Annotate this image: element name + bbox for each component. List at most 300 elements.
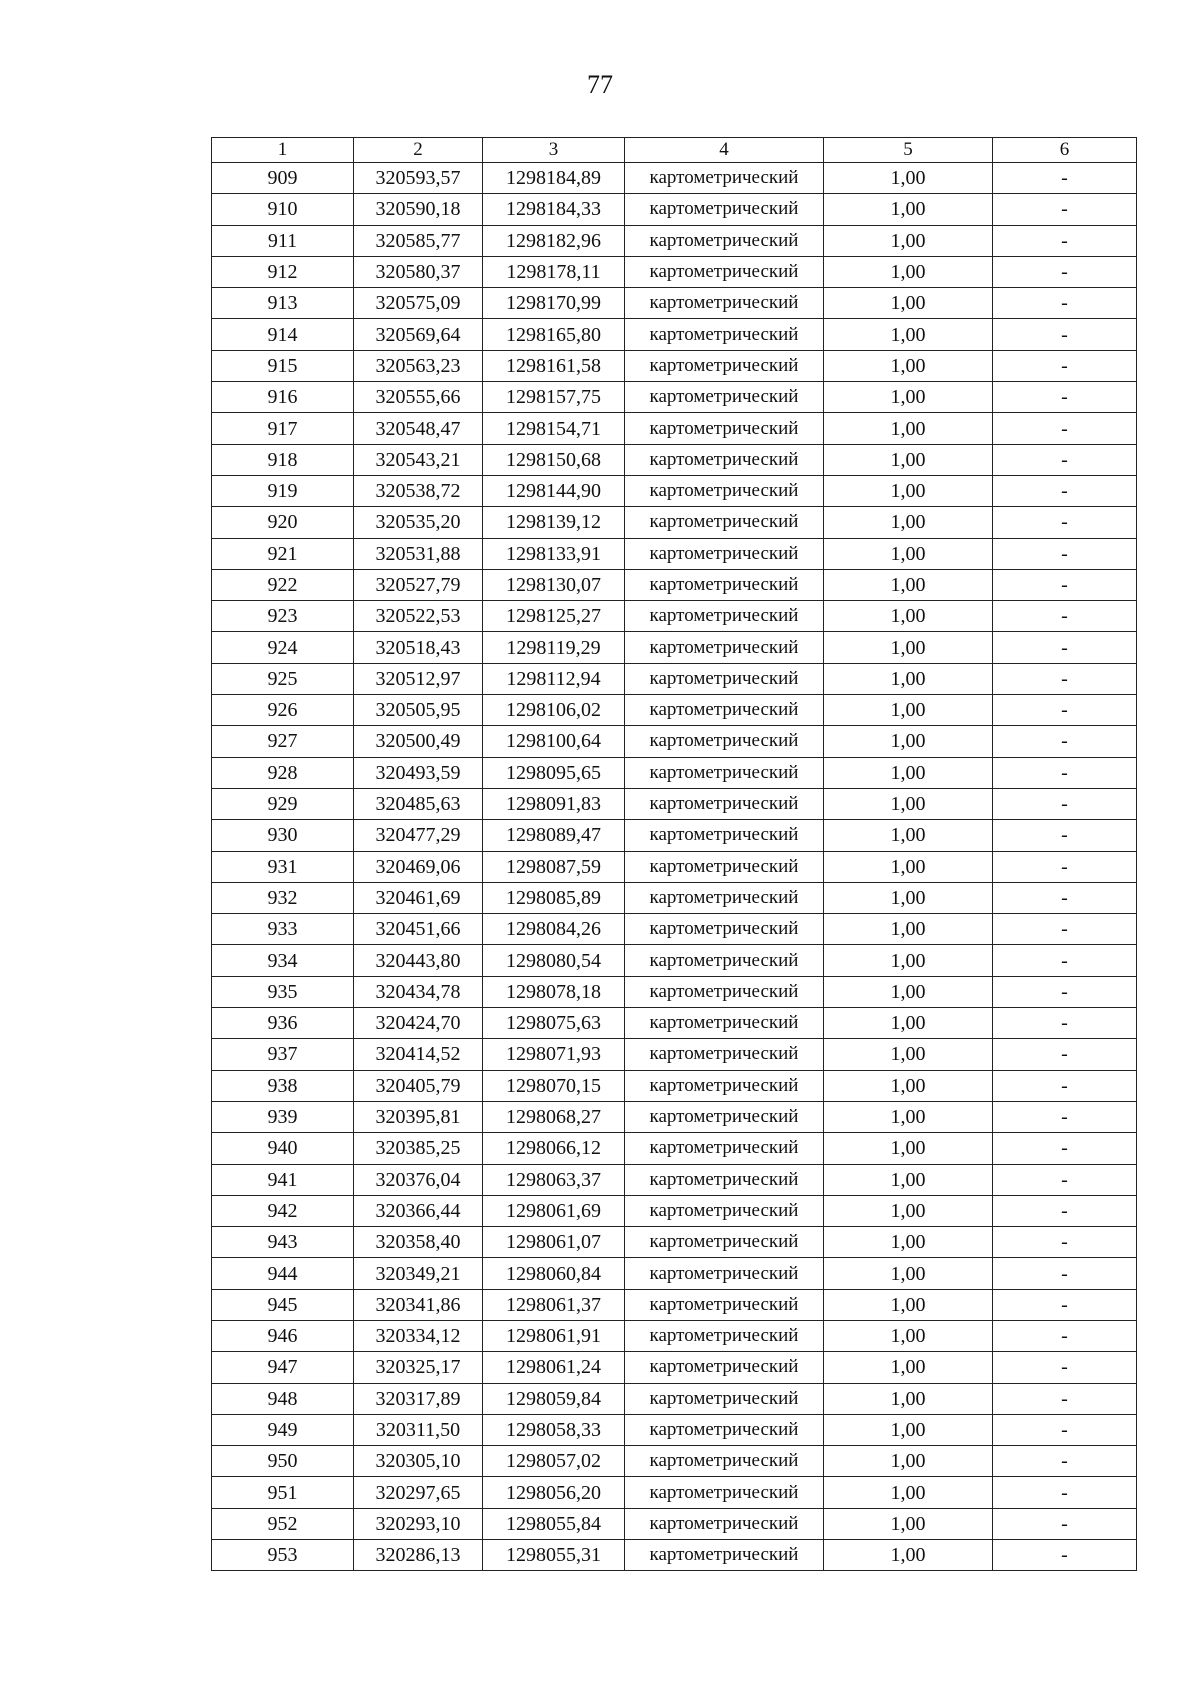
y-coordinate-cell: 1298089,47 — [483, 820, 625, 851]
table-row — [212, 914, 1137, 945]
x-coordinate-cell: 320493,59 — [354, 757, 483, 788]
note-cell: - — [993, 569, 1137, 600]
method-cell: картометрический — [625, 601, 824, 632]
note-cell: - — [993, 820, 1137, 851]
method-cell: картометрический — [625, 820, 824, 851]
note-cell: - — [993, 507, 1137, 538]
accuracy-cell: 1,00 — [824, 695, 993, 726]
table-row — [212, 1352, 1137, 1383]
method-cell: картометрический — [625, 788, 824, 819]
x-coordinate-cell: 320424,70 — [354, 1008, 483, 1039]
point-number-cell: 944 — [212, 1258, 354, 1289]
accuracy-cell: 1,00 — [824, 1164, 993, 1195]
point-number-cell: 914 — [212, 319, 354, 350]
header-row — [212, 138, 1137, 163]
coordinates-table — [211, 137, 1137, 1571]
y-coordinate-cell: 1298061,07 — [483, 1227, 625, 1258]
y-coordinate-cell: 1298057,02 — [483, 1446, 625, 1477]
y-coordinate-cell: 1298161,58 — [483, 350, 625, 381]
note-cell: - — [993, 382, 1137, 413]
table-row — [212, 225, 1137, 256]
x-coordinate-cell: 320358,40 — [354, 1227, 483, 1258]
note-cell: - — [993, 945, 1137, 976]
method-cell: картометрический — [625, 1383, 824, 1414]
y-coordinate-cell: 1298063,37 — [483, 1164, 625, 1195]
accuracy-cell: 1,00 — [824, 163, 993, 194]
y-coordinate-cell: 1298100,64 — [483, 726, 625, 757]
y-coordinate-cell: 1298056,20 — [483, 1477, 625, 1508]
method-cell: картометрический — [625, 225, 824, 256]
point-number-cell: 912 — [212, 256, 354, 287]
header-col-3: 3 — [483, 138, 625, 163]
point-number-cell: 947 — [212, 1352, 354, 1383]
accuracy-cell: 1,00 — [824, 1258, 993, 1289]
note-cell: - — [993, 1070, 1137, 1101]
y-coordinate-cell: 1298059,84 — [483, 1383, 625, 1414]
y-coordinate-cell: 1298170,99 — [483, 288, 625, 319]
method-cell: картометрический — [625, 851, 824, 882]
header-col-5: 5 — [824, 138, 993, 163]
table-row — [212, 382, 1137, 413]
table-row — [212, 1414, 1137, 1445]
accuracy-cell: 1,00 — [824, 444, 993, 475]
y-coordinate-cell: 1298130,07 — [483, 569, 625, 600]
accuracy-cell: 1,00 — [824, 1227, 993, 1258]
method-cell: картометрический — [625, 1540, 824, 1571]
x-coordinate-cell: 320555,66 — [354, 382, 483, 413]
accuracy-cell: 1,00 — [824, 1446, 993, 1477]
note-cell: - — [993, 726, 1137, 757]
note-cell: - — [993, 288, 1137, 319]
method-cell: картометрический — [625, 882, 824, 913]
note-cell: - — [993, 632, 1137, 663]
table-row — [212, 256, 1137, 287]
point-number-cell: 921 — [212, 538, 354, 569]
method-cell: картометрический — [625, 1414, 824, 1445]
note-cell: - — [993, 1101, 1137, 1132]
method-cell: картометрический — [625, 1195, 824, 1226]
note-cell: - — [993, 695, 1137, 726]
y-coordinate-cell: 1298075,63 — [483, 1008, 625, 1039]
table-row — [212, 1540, 1137, 1571]
table-body — [212, 163, 1137, 1571]
note-cell: - — [993, 1352, 1137, 1383]
method-cell: картометрический — [625, 695, 824, 726]
point-number-cell: 940 — [212, 1133, 354, 1164]
method-cell: картометрический — [625, 1070, 824, 1101]
accuracy-cell: 1,00 — [824, 820, 993, 851]
point-number-cell: 938 — [212, 1070, 354, 1101]
table-row — [212, 1383, 1137, 1414]
method-cell: картометрический — [625, 1039, 824, 1070]
x-coordinate-cell: 320461,69 — [354, 882, 483, 913]
note-cell: - — [993, 194, 1137, 225]
page-number: 77 — [587, 70, 613, 99]
x-coordinate-cell: 320548,47 — [354, 413, 483, 444]
table-row — [212, 1446, 1137, 1477]
accuracy-cell: 1,00 — [824, 413, 993, 444]
y-coordinate-cell: 1298106,02 — [483, 695, 625, 726]
accuracy-cell: 1,00 — [824, 726, 993, 757]
x-coordinate-cell: 320317,89 — [354, 1383, 483, 1414]
table-row — [212, 882, 1137, 913]
point-number-cell: 941 — [212, 1164, 354, 1195]
accuracy-cell: 1,00 — [824, 1101, 993, 1132]
table-row — [212, 1008, 1137, 1039]
method-cell: картометрический — [625, 914, 824, 945]
x-coordinate-cell: 320293,10 — [354, 1508, 483, 1539]
point-number-cell: 911 — [212, 225, 354, 256]
table-row — [212, 1508, 1137, 1539]
method-cell: картометрический — [625, 1352, 824, 1383]
x-coordinate-cell: 320563,23 — [354, 350, 483, 381]
point-number-cell: 937 — [212, 1039, 354, 1070]
accuracy-cell: 1,00 — [824, 1477, 993, 1508]
table-row — [212, 163, 1137, 194]
method-cell: картометрический — [625, 1446, 824, 1477]
point-number-cell: 915 — [212, 350, 354, 381]
point-number-cell: 913 — [212, 288, 354, 319]
x-coordinate-cell: 320366,44 — [354, 1195, 483, 1226]
method-cell: картометрический — [625, 1227, 824, 1258]
x-coordinate-cell: 320341,86 — [354, 1289, 483, 1320]
x-coordinate-cell: 320585,77 — [354, 225, 483, 256]
header-col-2: 2 — [354, 138, 483, 163]
point-number-cell: 952 — [212, 1508, 354, 1539]
y-coordinate-cell: 1298178,11 — [483, 256, 625, 287]
x-coordinate-cell: 320531,88 — [354, 538, 483, 569]
accuracy-cell: 1,00 — [824, 256, 993, 287]
table-row — [212, 319, 1137, 350]
method-cell: картометрический — [625, 1164, 824, 1195]
table-row — [212, 726, 1137, 757]
x-coordinate-cell: 320311,50 — [354, 1414, 483, 1445]
method-cell: картометрический — [625, 507, 824, 538]
point-number-cell: 949 — [212, 1414, 354, 1445]
x-coordinate-cell: 320575,09 — [354, 288, 483, 319]
table-row — [212, 601, 1137, 632]
table-row — [212, 976, 1137, 1007]
point-number-cell: 931 — [212, 851, 354, 882]
method-cell: картометрический — [625, 319, 824, 350]
table-row — [212, 1289, 1137, 1320]
note-cell: - — [993, 225, 1137, 256]
note-cell: - — [993, 663, 1137, 694]
y-coordinate-cell: 1298144,90 — [483, 475, 625, 506]
point-number-cell: 946 — [212, 1320, 354, 1351]
method-cell: картометрический — [625, 663, 824, 694]
point-number-cell: 916 — [212, 382, 354, 413]
method-cell: картометрический — [625, 1258, 824, 1289]
note-cell: - — [993, 256, 1137, 287]
note-cell: - — [993, 350, 1137, 381]
x-coordinate-cell: 320414,52 — [354, 1039, 483, 1070]
y-coordinate-cell: 1298071,93 — [483, 1039, 625, 1070]
x-coordinate-cell: 320451,66 — [354, 914, 483, 945]
method-cell: картометрический — [625, 256, 824, 287]
y-coordinate-cell: 1298182,96 — [483, 225, 625, 256]
accuracy-cell: 1,00 — [824, 1540, 993, 1571]
y-coordinate-cell: 1298133,91 — [483, 538, 625, 569]
y-coordinate-cell: 1298055,31 — [483, 1540, 625, 1571]
y-coordinate-cell: 1298119,29 — [483, 632, 625, 663]
y-coordinate-cell: 1298066,12 — [483, 1133, 625, 1164]
note-cell: - — [993, 1540, 1137, 1571]
accuracy-cell: 1,00 — [824, 945, 993, 976]
note-cell: - — [993, 1039, 1137, 1070]
x-coordinate-cell: 320405,79 — [354, 1070, 483, 1101]
accuracy-cell: 1,00 — [824, 882, 993, 913]
table-row — [212, 194, 1137, 225]
method-cell: картометрический — [625, 288, 824, 319]
point-number-cell: 948 — [212, 1383, 354, 1414]
note-cell: - — [993, 1227, 1137, 1258]
note-cell: - — [993, 319, 1137, 350]
y-coordinate-cell: 1298150,68 — [483, 444, 625, 475]
accuracy-cell: 1,00 — [824, 507, 993, 538]
accuracy-cell: 1,00 — [824, 851, 993, 882]
table-row — [212, 538, 1137, 569]
y-coordinate-cell: 1298139,12 — [483, 507, 625, 538]
table-row — [212, 350, 1137, 381]
point-number-cell: 942 — [212, 1195, 354, 1226]
method-cell: картометрический — [625, 194, 824, 225]
method-cell: картометрический — [625, 632, 824, 663]
accuracy-cell: 1,00 — [824, 976, 993, 1007]
y-coordinate-cell: 1298061,24 — [483, 1352, 625, 1383]
x-coordinate-cell: 320538,72 — [354, 475, 483, 506]
note-cell: - — [993, 1508, 1137, 1539]
point-number-cell: 945 — [212, 1289, 354, 1320]
table-row — [212, 1039, 1137, 1070]
y-coordinate-cell: 1298157,75 — [483, 382, 625, 413]
point-number-cell: 932 — [212, 882, 354, 913]
note-cell: - — [993, 788, 1137, 819]
point-number-cell: 953 — [212, 1540, 354, 1571]
accuracy-cell: 1,00 — [824, 382, 993, 413]
note-cell: - — [993, 1414, 1137, 1445]
x-coordinate-cell: 320535,20 — [354, 507, 483, 538]
note-cell: - — [993, 882, 1137, 913]
table-row — [212, 413, 1137, 444]
note-cell: - — [993, 914, 1137, 945]
point-number-cell: 936 — [212, 1008, 354, 1039]
note-cell: - — [993, 1164, 1137, 1195]
accuracy-cell: 1,00 — [824, 1383, 993, 1414]
method-cell: картометрический — [625, 1133, 824, 1164]
note-cell: - — [993, 163, 1137, 194]
method-cell: картометрический — [625, 1289, 824, 1320]
method-cell: картометрический — [625, 569, 824, 600]
method-cell: картометрический — [625, 726, 824, 757]
table-row — [212, 1258, 1137, 1289]
point-number-cell: 925 — [212, 663, 354, 694]
table-row — [212, 632, 1137, 663]
note-cell: - — [993, 1195, 1137, 1226]
method-cell: картометрический — [625, 350, 824, 381]
point-number-cell: 928 — [212, 757, 354, 788]
x-coordinate-cell: 320590,18 — [354, 194, 483, 225]
accuracy-cell: 1,00 — [824, 1508, 993, 1539]
y-coordinate-cell: 1298085,89 — [483, 882, 625, 913]
y-coordinate-cell: 1298154,71 — [483, 413, 625, 444]
table-row — [212, 288, 1137, 319]
accuracy-cell: 1,00 — [824, 350, 993, 381]
table-row — [212, 851, 1137, 882]
point-number-cell: 930 — [212, 820, 354, 851]
y-coordinate-cell: 1298060,84 — [483, 1258, 625, 1289]
x-coordinate-cell: 320334,12 — [354, 1320, 483, 1351]
y-coordinate-cell: 1298078,18 — [483, 976, 625, 1007]
table-row — [212, 945, 1137, 976]
accuracy-cell: 1,00 — [824, 663, 993, 694]
y-coordinate-cell: 1298061,37 — [483, 1289, 625, 1320]
point-number-cell: 917 — [212, 413, 354, 444]
x-coordinate-cell: 320385,25 — [354, 1133, 483, 1164]
y-coordinate-cell: 1298061,69 — [483, 1195, 625, 1226]
x-coordinate-cell: 320512,97 — [354, 663, 483, 694]
accuracy-cell: 1,00 — [824, 1039, 993, 1070]
point-number-cell: 934 — [212, 945, 354, 976]
x-coordinate-cell: 320580,37 — [354, 256, 483, 287]
point-number-cell: 922 — [212, 569, 354, 600]
table-row — [212, 1195, 1137, 1226]
point-number-cell: 918 — [212, 444, 354, 475]
table-row — [212, 1320, 1137, 1351]
x-coordinate-cell: 320505,95 — [354, 695, 483, 726]
table-header — [212, 138, 1137, 163]
method-cell: картометрический — [625, 1320, 824, 1351]
method-cell: картометрический — [625, 413, 824, 444]
method-cell: картометрический — [625, 945, 824, 976]
header-col-6: 6 — [993, 138, 1137, 163]
table-row — [212, 1070, 1137, 1101]
accuracy-cell: 1,00 — [824, 914, 993, 945]
note-cell: - — [993, 1320, 1137, 1351]
y-coordinate-cell: 1298165,80 — [483, 319, 625, 350]
accuracy-cell: 1,00 — [824, 1133, 993, 1164]
accuracy-cell: 1,00 — [824, 788, 993, 819]
x-coordinate-cell: 320297,65 — [354, 1477, 483, 1508]
y-coordinate-cell: 1298112,94 — [483, 663, 625, 694]
note-cell: - — [993, 757, 1137, 788]
y-coordinate-cell: 1298125,27 — [483, 601, 625, 632]
note-cell: - — [993, 1446, 1137, 1477]
table-row — [212, 475, 1137, 506]
note-cell: - — [993, 601, 1137, 632]
method-cell: картометрический — [625, 538, 824, 569]
x-coordinate-cell: 320518,43 — [354, 632, 483, 663]
accuracy-cell: 1,00 — [824, 1008, 993, 1039]
method-cell: картометрический — [625, 163, 824, 194]
y-coordinate-cell: 1298070,15 — [483, 1070, 625, 1101]
point-number-cell: 929 — [212, 788, 354, 819]
table-row — [212, 663, 1137, 694]
method-cell: картометрический — [625, 1008, 824, 1039]
y-coordinate-cell: 1298184,89 — [483, 163, 625, 194]
x-coordinate-cell: 320543,21 — [354, 444, 483, 475]
y-coordinate-cell: 1298080,54 — [483, 945, 625, 976]
table-row — [212, 1477, 1137, 1508]
method-cell: картометрический — [625, 757, 824, 788]
note-cell: - — [993, 1477, 1137, 1508]
table-row — [212, 820, 1137, 851]
accuracy-cell: 1,00 — [824, 1289, 993, 1320]
x-coordinate-cell: 320569,64 — [354, 319, 483, 350]
x-coordinate-cell: 320286,13 — [354, 1540, 483, 1571]
header-col-4: 4 — [625, 138, 824, 163]
header-col-1: 1 — [212, 138, 354, 163]
x-coordinate-cell: 320395,81 — [354, 1101, 483, 1132]
point-number-cell: 927 — [212, 726, 354, 757]
y-coordinate-cell: 1298184,33 — [483, 194, 625, 225]
point-number-cell: 950 — [212, 1446, 354, 1477]
x-coordinate-cell: 320376,04 — [354, 1164, 483, 1195]
accuracy-cell: 1,00 — [824, 601, 993, 632]
accuracy-cell: 1,00 — [824, 1352, 993, 1383]
x-coordinate-cell: 320469,06 — [354, 851, 483, 882]
table-row — [212, 788, 1137, 819]
point-number-cell: 933 — [212, 914, 354, 945]
table-row — [212, 569, 1137, 600]
method-cell: картометрический — [625, 382, 824, 413]
y-coordinate-cell: 1298087,59 — [483, 851, 625, 882]
table-row — [212, 1227, 1137, 1258]
x-coordinate-cell: 320305,10 — [354, 1446, 483, 1477]
point-number-cell: 926 — [212, 695, 354, 726]
accuracy-cell: 1,00 — [824, 225, 993, 256]
point-number-cell: 939 — [212, 1101, 354, 1132]
x-coordinate-cell: 320349,21 — [354, 1258, 483, 1289]
y-coordinate-cell: 1298058,33 — [483, 1414, 625, 1445]
x-coordinate-cell: 320477,29 — [354, 820, 483, 851]
note-cell: - — [993, 413, 1137, 444]
note-cell: - — [993, 1258, 1137, 1289]
note-cell: - — [993, 475, 1137, 506]
point-number-cell: 924 — [212, 632, 354, 663]
method-cell: картометрический — [625, 1101, 824, 1132]
point-number-cell: 909 — [212, 163, 354, 194]
point-number-cell: 910 — [212, 194, 354, 225]
y-coordinate-cell: 1298055,84 — [483, 1508, 625, 1539]
accuracy-cell: 1,00 — [824, 632, 993, 663]
table-row — [212, 1133, 1137, 1164]
x-coordinate-cell: 320325,17 — [354, 1352, 483, 1383]
accuracy-cell: 1,00 — [824, 194, 993, 225]
note-cell: - — [993, 1383, 1137, 1414]
method-cell: картометрический — [625, 976, 824, 1007]
note-cell: - — [993, 1289, 1137, 1320]
y-coordinate-cell: 1298061,91 — [483, 1320, 625, 1351]
table-row — [212, 695, 1137, 726]
method-cell: картометрический — [625, 475, 824, 506]
note-cell: - — [993, 538, 1137, 569]
table-row — [212, 757, 1137, 788]
x-coordinate-cell: 320522,53 — [354, 601, 483, 632]
point-number-cell: 935 — [212, 976, 354, 1007]
x-coordinate-cell: 320434,78 — [354, 976, 483, 1007]
y-coordinate-cell: 1298095,65 — [483, 757, 625, 788]
note-cell: - — [993, 851, 1137, 882]
accuracy-cell: 1,00 — [824, 538, 993, 569]
y-coordinate-cell: 1298091,83 — [483, 788, 625, 819]
accuracy-cell: 1,00 — [824, 288, 993, 319]
method-cell: картометрический — [625, 444, 824, 475]
accuracy-cell: 1,00 — [824, 1070, 993, 1101]
accuracy-cell: 1,00 — [824, 1320, 993, 1351]
accuracy-cell: 1,00 — [824, 319, 993, 350]
accuracy-cell: 1,00 — [824, 1195, 993, 1226]
